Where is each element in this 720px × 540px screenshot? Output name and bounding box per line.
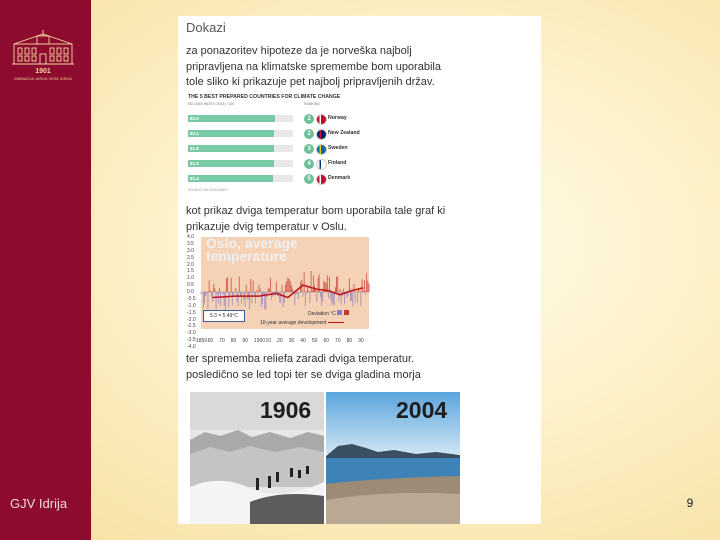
deviation-bar (203, 292, 204, 308)
y-tick-label: -1.5 (187, 309, 196, 316)
y-tick-label: 3.0 (187, 247, 194, 254)
deviation-bar (255, 292, 256, 303)
deviation-bar (352, 292, 353, 306)
paragraph-relief (186, 352, 421, 383)
slide-heading: Dokazi (186, 20, 226, 35)
deviation-bar (205, 292, 206, 296)
country-name: Finland (328, 160, 347, 166)
rank-badge: 1 (304, 114, 314, 124)
score-bar-fill (188, 130, 274, 137)
score-bar-fill (188, 145, 274, 152)
y-tick-label: -2.0 (187, 316, 196, 323)
x-tick-label: 70 (219, 338, 225, 344)
sidebar (0, 0, 91, 540)
score-bar (188, 175, 293, 182)
school-building-icon (10, 30, 76, 68)
x-tick-label: 90 (358, 338, 364, 344)
logo-year: 1901 (35, 68, 51, 75)
deviation-bar (290, 281, 291, 292)
country-name: Norway (328, 115, 347, 121)
countries-chart (186, 94, 372, 194)
deviation-bar (230, 292, 231, 296)
text-line: kot prikaz dviga temperatur bom uporabila tale graf ki (186, 205, 446, 217)
deviation-bar (206, 292, 207, 294)
countries-chart-title: THE 5 BEST PREPARED COUNTRIES FOR CLIMATE CHANGE (188, 94, 341, 100)
deviation-bar (232, 292, 233, 305)
x-tick-label: 60 (323, 338, 329, 344)
rank-badge: 4 (304, 159, 314, 169)
deviation-bar (305, 292, 306, 306)
footer-school-name: GJV Idrija (10, 496, 68, 511)
x-tick-label: 50 (311, 338, 318, 344)
x-tick-label: 1850 (196, 338, 208, 344)
deviation-bar (310, 292, 311, 303)
deviation-bar (260, 289, 261, 292)
deviation-bar (238, 292, 239, 306)
rank-badge: 5 (304, 174, 314, 184)
deviation-bar (334, 292, 335, 306)
x-tick-label: 90 (242, 338, 248, 344)
deviation-bar (329, 277, 330, 292)
y-tick-label: 3.5 (187, 240, 194, 247)
deviation-bar (304, 272, 305, 292)
deviation-bar (364, 280, 365, 292)
year-2004: 2004 (396, 397, 448, 423)
deviation-bar (228, 292, 229, 308)
sweden-flag-icon (316, 144, 327, 155)
country-name: New Zealand (328, 130, 360, 136)
deviation-bar (366, 273, 367, 292)
legend-deviation: Deviation °C (308, 310, 349, 317)
rank-badge: 3 (304, 144, 314, 154)
deviation-bar (285, 285, 286, 292)
countries-chart-col2: RANKING (304, 102, 320, 106)
deviation-bar (245, 292, 246, 306)
deviation-bar (259, 285, 260, 292)
deviation-bar (209, 281, 210, 292)
deviation-bar (343, 289, 344, 292)
y-tick-label: -3.0 (187, 330, 196, 337)
deviation-bar (216, 292, 217, 309)
deviation-bar (231, 278, 232, 292)
deviation-bar (213, 284, 214, 292)
deviation-bar (306, 292, 307, 294)
deviation-bar (204, 292, 205, 303)
deviation-bar (220, 292, 221, 306)
country-name: Denmark (328, 175, 351, 181)
score-value: 82.1 (190, 131, 199, 136)
score-bar (188, 115, 293, 122)
deviation-bar (316, 292, 317, 302)
deviation-bar (215, 288, 216, 292)
deviation-bar (282, 285, 283, 292)
score-bar-fill (188, 175, 273, 182)
rank-badge: 2 (304, 129, 314, 139)
deviation-bar (279, 292, 280, 302)
x-tick-label: 10 (265, 338, 272, 344)
deviation-bar (226, 278, 227, 292)
year-1906: 1906 (260, 397, 312, 423)
deviation-bar (224, 292, 225, 306)
school-logo (10, 30, 76, 81)
y-tick-label: -1.0 (187, 302, 196, 309)
deviation-bar (337, 276, 338, 292)
deviation-bar (256, 290, 257, 292)
deviation-bar (328, 292, 329, 298)
legend-trend: 10-year average development (260, 320, 344, 326)
deviation-bar (286, 281, 287, 292)
deviation-bar (227, 277, 228, 292)
y-tick-label: 2.0 (187, 261, 194, 268)
deviation-bar (252, 292, 253, 303)
score-bar (188, 160, 293, 167)
deviation-bar (201, 292, 202, 294)
deviation-bar (225, 292, 226, 310)
deviation-bar (330, 292, 331, 300)
deviation-bar (271, 292, 272, 300)
y-tick-label: 1.0 (187, 275, 194, 282)
x-tick-label: 1900 (253, 338, 266, 344)
deviation-bar (363, 290, 364, 292)
glacier-photo-2004 (326, 392, 460, 524)
deviation-bar (211, 292, 212, 297)
deviation-bar (360, 292, 361, 306)
deviation-bar (297, 292, 298, 294)
countries-chart-col1: ND-GAIN INDEX (2016) / 100 (188, 102, 235, 106)
deviation-bar (333, 292, 334, 304)
glacier-photo-1906 (190, 392, 324, 524)
page-number: 9 (686, 496, 694, 510)
score-bar (188, 145, 293, 152)
score-value: 82.6 (190, 116, 199, 121)
deviation-bar (287, 277, 288, 292)
mean-label: 5.3 = 5.49°C (203, 310, 245, 322)
x-tick-label: 30 (288, 338, 295, 344)
deviation-bar (312, 290, 313, 292)
x-tick-label: 40 (300, 338, 306, 344)
score-bar-fill (188, 115, 275, 122)
deviation-bar (268, 288, 269, 292)
deviation-bar (320, 292, 321, 297)
y-tick-label: -4.0 (187, 344, 196, 350)
deviation-bar (311, 271, 312, 292)
new-zealand-flag-icon (316, 129, 327, 140)
countries-chart-source: SOURCE: ND-GAIN INDEX (188, 188, 228, 192)
deviation-bar (217, 292, 218, 294)
deviation-bar (308, 291, 309, 292)
deviation-bar (289, 279, 290, 292)
x-tick-label: 20 (277, 338, 283, 344)
deviation-bar (298, 292, 299, 299)
deviation-bar (321, 292, 322, 306)
deviation-bar (237, 292, 238, 302)
deviation-bar (313, 275, 314, 292)
deviation-bar (250, 279, 251, 292)
x-tick-label: 80 (230, 338, 237, 344)
y-tick-label: 0.5 (187, 282, 194, 289)
denmark-flag-icon (316, 174, 327, 185)
y-tick-label: 2.5 (187, 254, 194, 261)
deviation-bar (276, 282, 277, 292)
x-tick-label: 80 (346, 338, 353, 344)
y-tick-label: -3.5 (187, 337, 196, 344)
deviation-bar (362, 279, 363, 292)
text-line: ter sprememba reliefa zaradi dviga temperatur. (186, 353, 415, 365)
deviation-bar (253, 280, 254, 292)
deviation-bar (355, 292, 356, 303)
deviation-bar (239, 277, 240, 292)
deviation-bar (269, 289, 270, 292)
score-value: 81.8 (190, 146, 199, 151)
deviation-bar (369, 284, 370, 292)
deviation-bar (296, 292, 297, 295)
deviation-bar (254, 292, 255, 295)
deviation-bar (261, 292, 262, 307)
deviation-bar (219, 288, 220, 292)
y-tick-label: 1.5 (187, 268, 194, 275)
country-name: Sweden (328, 145, 348, 151)
x-tick-label: 60 (207, 338, 214, 344)
deviation-bar (365, 292, 366, 294)
deviation-bar (349, 278, 350, 292)
deviation-bar (340, 289, 341, 292)
deviation-bar (241, 292, 242, 304)
y-tick-label: -0.5 (187, 295, 196, 302)
y-tick-label: -2.5 (187, 323, 196, 330)
deviation-bar (357, 292, 358, 303)
deviation-bar (262, 292, 263, 304)
deviation-bar (350, 292, 351, 302)
text-line: prikazuje dvig temperatur v Oslu. (186, 220, 347, 233)
norway-flag-icon (316, 114, 327, 125)
oslo-temperature-chart (178, 234, 378, 352)
deviation-bar (351, 292, 352, 301)
deviation-bar (291, 285, 292, 292)
slide-content (178, 16, 541, 524)
deviation-bar (335, 287, 336, 292)
deviation-bar (270, 278, 271, 292)
score-bar (188, 130, 293, 137)
y-tick-label: 0.0 (187, 289, 194, 295)
text-line: pripravljena na klimatske spremembe bom uporabila (186, 60, 441, 73)
deviation-bar (210, 291, 211, 292)
deviation-bar (294, 292, 295, 306)
chart-title: Oslo, average temperature (206, 235, 298, 264)
score-bar-fill (188, 160, 274, 167)
deviation-bar (336, 277, 337, 292)
text-line: tole sliko ki prikazuje pet najbolj pripravljenih držav. (186, 76, 435, 88)
deviation-bar (332, 292, 333, 305)
logo-caption: GIMNAZIJA JURIJA VEGE IDRIJA (13, 77, 73, 81)
score-value: 81.4 (190, 176, 199, 181)
deviation-bar (338, 292, 339, 301)
deviation-bar (208, 292, 209, 309)
deviation-bar (303, 292, 304, 297)
deviation-bar (292, 289, 293, 292)
text-line: posledično se led topi ter se dviga gladina morja (186, 368, 421, 381)
deviation-bar (223, 292, 224, 295)
deviation-bar (283, 292, 284, 307)
deviation-bar (235, 288, 236, 292)
deviation-bar (315, 290, 316, 292)
paragraph-temperature (186, 204, 445, 235)
deviation-bar (249, 292, 250, 309)
paragraph-hypothesis (186, 44, 441, 91)
y-tick-label: 4.0 (187, 234, 194, 240)
x-tick-label: 70 (335, 338, 341, 344)
deviation-bar (327, 275, 328, 292)
deviation-bar (246, 284, 247, 292)
deviation-bar (322, 292, 323, 301)
deviation-bar (281, 292, 282, 303)
deviation-bar (367, 281, 368, 292)
score-value: 81.6 (190, 161, 199, 166)
text-line: za ponazoritev hipoteze da je norveška najbolj (186, 45, 412, 57)
finland-flag-icon (316, 159, 327, 170)
